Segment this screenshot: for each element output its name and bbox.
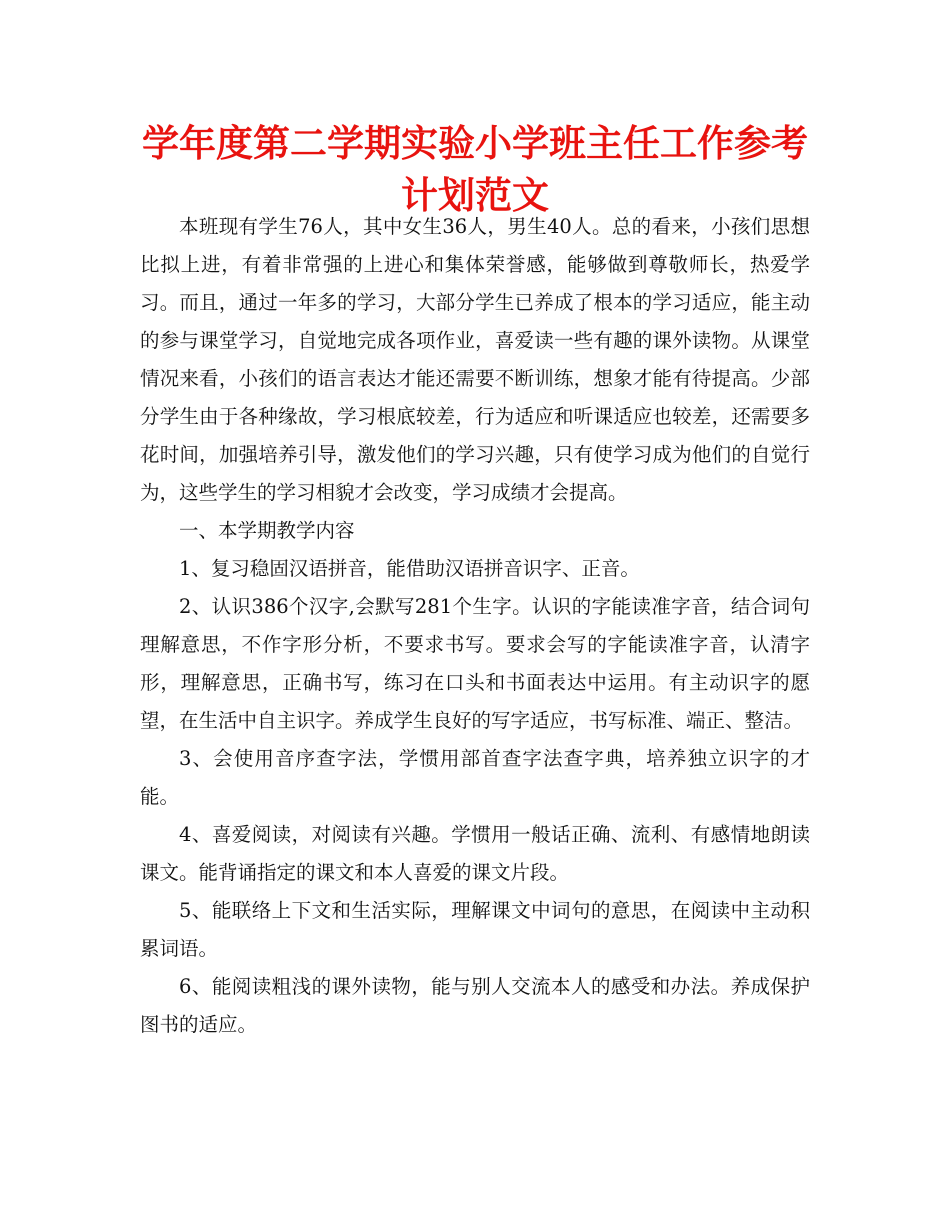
document-body xyxy=(140,208,810,1044)
section-heading: 一、本学期教学内容 xyxy=(179,519,355,542)
list-item-4: 4、喜爱阅读，对阅读有兴趣。学惯用一般话正确、流利、有感情地朗读课文。能背诵指定的课文和本人喜爱的课文片段。 xyxy=(140,823,810,884)
document-title xyxy=(140,118,810,222)
list-item-6: 6、能阅读粗浅的课外读物，能与别人交流本人的感受和办法。养成保护图书的适应。 xyxy=(140,975,810,1036)
list-item-2: 2、认识386个汉字,会默写281个生字。认识的字能读准字音，结合词句理解意思，不作字形分析，不要求书写。要求会写的字能读准字音，认清字形，理解意思，正确书写，练习在口头和书面表达中运用。有主动识字的愿望，在生活中自主识字。养成学生良好的写字适应，书写标准、端正、整洁。 xyxy=(140,595,810,732)
list-item-3: 3、会使用音序查字法，学惯用部首查字法查字典，培养独立识字的才能。 xyxy=(140,747,810,808)
paragraph-intro: 本班现有学生76人，其中女生36人，男生40人。总的看来，小孩们思想比拟上进，有着非常强的上进心和集体荣誉感，能够做到尊敬师长，热爱学习。而且，通过一年多的学习，大部分学生已养成了根本的学习适应，能主动的参与课堂学习，自觉地完成各项作业，喜爱读一些有趣的课外读物。从课堂情况来看，小孩们的语言表达才能还需要不断训练，想象才能有待提高。少部分学生由于各种缘故，学习根底较差，行为适应和听课适应也较差，还需要多花时间，加强培养引导，激发他们的学习兴趣，只有使学习成为他们的自觉行为，这些学生的学习相貌才会改变，学习成绩才会提高。 xyxy=(140,215,810,504)
title-line-1: 学年度第二学期实验小学班主任工作参考 xyxy=(142,122,808,165)
list-item-5: 5、能联络上下文和生活实际，理解课文中词句的意思，在阅读中主动积累词语。 xyxy=(140,899,810,960)
title-line-2: 计划范文 xyxy=(401,174,549,217)
list-item-1: 1、复习稳固汉语拼音，能借助汉语拼音识字、正音。 xyxy=(179,557,640,580)
